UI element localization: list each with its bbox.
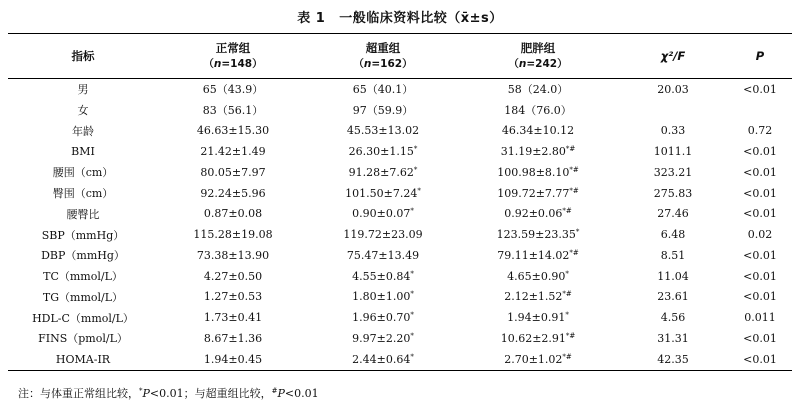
note-p2: P xyxy=(277,387,285,400)
cell-obese-value: 31.19±2.80 xyxy=(500,145,566,159)
cell-p-value xyxy=(728,121,792,142)
cell-statistic xyxy=(618,204,728,225)
significance-mark: *# xyxy=(565,331,576,340)
cell-normal-value: 8.67±1.36 xyxy=(203,331,263,345)
header-obese-count-value: =242 xyxy=(526,58,558,70)
cell-indicator xyxy=(8,100,158,121)
table-row xyxy=(8,79,792,100)
cell-normal xyxy=(158,100,308,121)
cell-normal-value: 65（43.9） xyxy=(202,83,264,97)
cell-overweight-value: 1.96±0.70 xyxy=(352,311,411,325)
note-value2: <0.01 xyxy=(284,387,319,400)
cell-obese xyxy=(458,100,618,121)
cell-obese-value: 2.12±1.52 xyxy=(504,290,563,304)
header-obese-label: 肥胖组 xyxy=(520,41,556,55)
clinical-data-table xyxy=(8,33,792,371)
cell-obese xyxy=(458,183,618,204)
cell-indicator-value: 臀围（cm） xyxy=(52,187,114,201)
cell-indicator xyxy=(8,204,158,225)
cell-p-value-value: <0.01 xyxy=(743,290,777,304)
cell-indicator xyxy=(8,183,158,204)
cell-statistic xyxy=(618,307,728,328)
cell-overweight xyxy=(308,245,458,266)
cell-normal xyxy=(158,328,308,349)
table-row xyxy=(8,266,792,287)
header-obese-group xyxy=(458,34,618,79)
cell-statistic-value: 4.56 xyxy=(660,311,686,325)
cell-overweight-value: 0.90±0.07 xyxy=(352,207,411,221)
cell-obese xyxy=(458,307,618,328)
cell-statistic xyxy=(618,349,728,370)
cell-obese-value: 1.94±0.91 xyxy=(507,311,566,325)
cell-obese xyxy=(458,141,618,162)
cell-normal-value: 73.38±13.90 xyxy=(196,248,270,262)
cell-indicator xyxy=(8,162,158,183)
table-body xyxy=(8,79,792,371)
table-row xyxy=(8,328,792,349)
cell-statistic-value: 275.83 xyxy=(653,186,693,200)
cell-indicator xyxy=(8,287,158,308)
cell-indicator-value: 女 xyxy=(77,104,89,118)
significance-mark: *# xyxy=(562,290,572,299)
cell-p-value xyxy=(728,349,792,370)
cell-statistic xyxy=(618,266,728,287)
table-row xyxy=(8,183,792,204)
cell-p-value-value: <0.01 xyxy=(743,165,777,179)
cell-obese-value: 58（24.0） xyxy=(507,83,569,97)
cell-statistic-value: 23.61 xyxy=(657,290,689,304)
table-caption: 一般临床资料比较（x̄±s） xyxy=(339,11,503,26)
cell-p-value-value: <0.01 xyxy=(743,248,777,262)
cell-overweight-value: 91.28±7.62 xyxy=(348,165,414,179)
note-p1: P xyxy=(142,387,150,400)
cell-overweight-value: 119.72±23.09 xyxy=(343,228,423,242)
header-normal-n: n xyxy=(213,58,222,70)
cell-normal xyxy=(158,266,308,287)
cell-indicator xyxy=(8,79,158,100)
cell-normal xyxy=(158,162,308,183)
cell-indicator-value: 腰围（cm） xyxy=(52,166,114,180)
cell-p-value-value: 0.02 xyxy=(747,228,773,242)
table-number: 表 1 xyxy=(297,11,326,26)
cell-obese-value: 184（76.0） xyxy=(504,104,572,118)
note-prefix: 注：与体重正常组比较， xyxy=(18,387,139,400)
cell-obese xyxy=(458,224,618,245)
cell-normal xyxy=(158,79,308,100)
cell-obese-value: 2.70±1.02 xyxy=(504,352,563,366)
cell-overweight-value: 26.30±1.15 xyxy=(348,145,414,159)
header-overweight-group xyxy=(308,34,458,79)
table-row xyxy=(8,100,792,121)
cell-indicator-value: HDL-C（mmol/L） xyxy=(32,311,134,325)
header-obese-n: n xyxy=(518,58,527,70)
significance-mark: *# xyxy=(562,207,572,216)
significance-mark: *# xyxy=(562,352,572,361)
significance-mark: * xyxy=(410,207,414,216)
cell-overweight-value: 2.44±0.64 xyxy=(352,352,411,366)
cell-statistic-value: 42.35 xyxy=(657,352,689,366)
table-row xyxy=(8,245,792,266)
cell-obese xyxy=(458,266,618,287)
cell-normal-value: 21.42±1.49 xyxy=(200,145,266,159)
note-value1: <0.01；与超重组比较， xyxy=(149,387,272,400)
cell-indicator-value: HOMA-IR xyxy=(55,352,111,366)
cell-p-value xyxy=(728,204,792,225)
note-sup-hash: # xyxy=(271,387,278,395)
cell-normal-value: 46.63±15.30 xyxy=(196,124,270,138)
cell-p-value-value: <0.01 xyxy=(743,82,777,96)
note-sup-star: * xyxy=(139,387,143,395)
cell-normal-value: 83（56.1） xyxy=(202,104,264,118)
cell-overweight-value: 45.53±13.02 xyxy=(346,124,420,138)
significance-mark: * xyxy=(410,311,414,320)
table-row xyxy=(8,204,792,225)
cell-p-value xyxy=(728,224,792,245)
table-row xyxy=(8,224,792,245)
header-normal-label: 正常组 xyxy=(215,41,251,55)
header-statistic-text: χ²/F xyxy=(660,49,686,63)
cell-obese xyxy=(458,328,618,349)
cell-statistic xyxy=(618,79,728,100)
table-row xyxy=(8,141,792,162)
cell-overweight xyxy=(308,162,458,183)
cell-overweight xyxy=(308,328,458,349)
header-statistic xyxy=(618,34,728,79)
cell-overweight xyxy=(308,79,458,100)
cell-p-value-value: 0.72 xyxy=(747,124,773,138)
header-obese-count: （n=242） xyxy=(508,58,568,70)
cell-overweight-value: 101.50±7.24 xyxy=(345,186,418,200)
cell-statistic-value: 20.03 xyxy=(657,82,689,96)
header-p-value xyxy=(728,34,792,79)
cell-obese-value: 109.72±7.77 xyxy=(497,186,570,200)
significance-mark: * xyxy=(565,269,569,278)
cell-statistic-value: 27.46 xyxy=(657,207,689,221)
table-row xyxy=(8,121,792,142)
cell-indicator xyxy=(8,349,158,370)
cell-p-value-value: <0.01 xyxy=(743,269,777,283)
table-footnote xyxy=(18,385,319,401)
cell-statistic xyxy=(618,100,728,121)
table-row xyxy=(8,287,792,308)
cell-obese xyxy=(458,245,618,266)
cell-normal-value: 1.27±0.53 xyxy=(203,290,263,304)
cell-normal xyxy=(158,307,308,328)
cell-obese-value: 46.34±10.12 xyxy=(501,124,575,138)
cell-normal-value: 1.73±0.41 xyxy=(203,311,263,325)
cell-indicator xyxy=(8,245,158,266)
cell-statistic xyxy=(618,328,728,349)
significance-mark: * xyxy=(410,352,414,361)
table-row xyxy=(8,349,792,370)
cell-normal xyxy=(158,245,308,266)
significance-mark: *# xyxy=(569,186,579,195)
cell-overweight xyxy=(308,349,458,370)
cell-overweight xyxy=(308,287,458,308)
cell-normal-value: 115.28±19.08 xyxy=(193,228,273,242)
cell-obese xyxy=(458,204,618,225)
header-indicator: 指标 xyxy=(8,34,158,79)
cell-indicator-value: TG（mmol/L） xyxy=(42,290,124,304)
header-normal-group xyxy=(158,34,308,79)
cell-overweight-value: 75.47±13.49 xyxy=(346,248,420,262)
cell-indicator-value: SBP（mmHg） xyxy=(41,228,125,242)
cell-statistic-value: 8.51 xyxy=(660,248,686,262)
cell-statistic xyxy=(618,183,728,204)
cell-indicator-value: 年龄 xyxy=(72,124,94,138)
cell-statistic xyxy=(618,224,728,245)
table-row xyxy=(8,162,792,183)
cell-indicator-value: DBP（mmHg） xyxy=(41,249,125,263)
header-overweight-label: 超重组 xyxy=(365,41,401,55)
cell-overweight xyxy=(308,100,458,121)
cell-obese-value: 100.98±8.10 xyxy=(497,165,570,179)
cell-obese-value: 4.65±0.90 xyxy=(507,269,566,283)
cell-overweight xyxy=(308,141,458,162)
cell-indicator-value: 男 xyxy=(77,83,89,97)
cell-statistic xyxy=(618,287,728,308)
cell-indicator-value: BMI xyxy=(71,145,95,159)
header-overweight-count-value: =162 xyxy=(371,58,403,70)
cell-overweight xyxy=(308,183,458,204)
cell-statistic xyxy=(618,141,728,162)
cell-obese xyxy=(458,349,618,370)
cell-p-value xyxy=(728,328,792,349)
cell-statistic-value: 6.48 xyxy=(660,228,686,242)
significance-mark: * xyxy=(413,145,418,154)
cell-obese xyxy=(458,162,618,183)
cell-overweight xyxy=(308,204,458,225)
significance-mark: *# xyxy=(569,248,579,257)
cell-p-value xyxy=(728,141,792,162)
cell-overweight xyxy=(308,266,458,287)
header-p-text: P xyxy=(755,49,765,63)
cell-indicator xyxy=(8,224,158,245)
cell-indicator xyxy=(8,266,158,287)
significance-mark: *# xyxy=(569,165,579,174)
table-title xyxy=(0,7,800,26)
cell-overweight-value: 4.55±0.84 xyxy=(352,269,411,283)
cell-normal-value: 80.05±7.97 xyxy=(200,165,266,179)
header-overweight-count: （n=162） xyxy=(353,58,413,70)
cell-p-value xyxy=(728,162,792,183)
cell-p-value xyxy=(728,100,792,121)
cell-normal xyxy=(158,141,308,162)
cell-normal-value: 0.87±0.08 xyxy=(203,207,263,221)
cell-p-value-value: 0.011 xyxy=(744,311,776,325)
cell-overweight-value: 1.80±1.00 xyxy=(352,290,411,304)
cell-indicator xyxy=(8,307,158,328)
cell-p-value xyxy=(728,245,792,266)
cell-overweight-value: 9.97±2.20 xyxy=(352,331,411,345)
cell-normal-value: 4.27±0.50 xyxy=(203,269,263,283)
significance-mark: * xyxy=(417,186,421,195)
cell-obese xyxy=(458,79,618,100)
cell-p-value xyxy=(728,266,792,287)
cell-normal xyxy=(158,224,308,245)
significance-mark: * xyxy=(410,290,414,299)
cell-indicator xyxy=(8,141,158,162)
cell-overweight xyxy=(308,224,458,245)
cell-p-value xyxy=(728,79,792,100)
header-normal-count: （n=148） xyxy=(203,58,263,70)
cell-statistic-value: 11.04 xyxy=(657,269,689,283)
cell-obese xyxy=(458,287,618,308)
cell-statistic-value: 31.31 xyxy=(657,331,689,345)
header-normal-count-value: =148 xyxy=(221,58,253,70)
cell-obese xyxy=(458,121,618,142)
cell-overweight-value: 97（59.9） xyxy=(352,104,414,118)
cell-statistic xyxy=(618,162,728,183)
cell-statistic-value: 1011.1 xyxy=(653,145,693,159)
significance-mark: * xyxy=(410,331,414,340)
cell-p-value-value: <0.01 xyxy=(743,207,777,221)
cell-overweight xyxy=(308,121,458,142)
cell-normal xyxy=(158,287,308,308)
cell-statistic xyxy=(618,245,728,266)
cell-statistic xyxy=(618,121,728,142)
cell-normal xyxy=(158,349,308,370)
header-overweight-n: n xyxy=(363,58,372,70)
cell-overweight xyxy=(308,307,458,328)
significance-mark: * xyxy=(410,269,414,278)
cell-indicator-value: TC（mmol/L） xyxy=(43,270,123,284)
significance-mark: * xyxy=(575,228,580,237)
cell-indicator xyxy=(8,328,158,349)
cell-normal-value: 1.94±0.45 xyxy=(203,352,263,366)
cell-statistic-value: 323.21 xyxy=(653,165,693,179)
cell-indicator-value: 腰臀比 xyxy=(66,207,100,221)
cell-p-value-value: <0.01 xyxy=(743,145,777,159)
cell-overweight-value: 65（40.1） xyxy=(352,83,414,97)
header-row xyxy=(8,34,792,79)
cell-obese-value: 79.11±14.02 xyxy=(497,248,570,262)
cell-p-value xyxy=(728,287,792,308)
cell-obese-value: 10.62±2.91 xyxy=(500,331,566,345)
cell-normal xyxy=(158,204,308,225)
cell-obese-value: 123.59±23.35 xyxy=(496,228,576,242)
significance-mark: *# xyxy=(565,145,576,154)
cell-normal xyxy=(158,121,308,142)
cell-p-value xyxy=(728,307,792,328)
cell-p-value-value: <0.01 xyxy=(743,186,777,200)
cell-p-value-value: <0.01 xyxy=(743,331,777,345)
cell-indicator-value: FINS（pmol/L） xyxy=(38,332,128,346)
table-row xyxy=(8,307,792,328)
cell-p-value xyxy=(728,183,792,204)
cell-normal xyxy=(158,183,308,204)
cell-obese-value: 0.92±0.06 xyxy=(504,207,563,221)
cell-p-value-value: <0.01 xyxy=(743,352,777,366)
significance-mark: * xyxy=(565,311,569,320)
cell-statistic-value: 0.33 xyxy=(660,124,686,138)
cell-normal-value: 92.24±5.96 xyxy=(200,186,266,200)
cell-indicator xyxy=(8,121,158,142)
significance-mark: * xyxy=(413,165,418,174)
